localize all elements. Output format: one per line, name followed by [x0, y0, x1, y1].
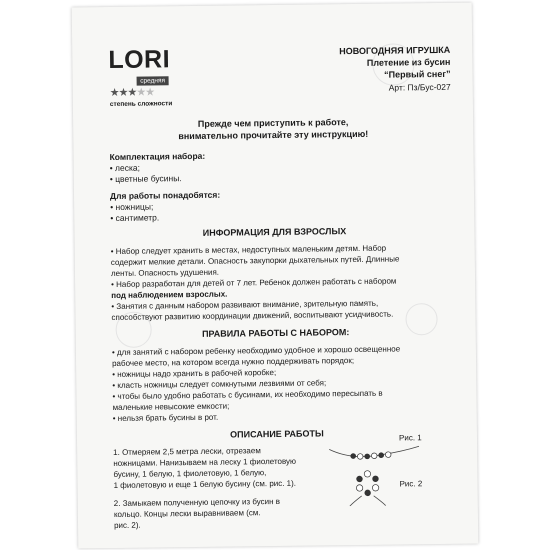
step1-line: бусину, 1 белую, 1 фиолетовую, 1 белую,: [113, 468, 267, 479]
kit-item: • цветные бусины.: [110, 173, 182, 184]
difficulty-stars-icon: ★★★★★: [109, 86, 155, 100]
adults-line: • Занятия с данным набором развивают внимание, зрительную память,: [111, 299, 378, 311]
rules-line: рабочее место, на котором всегда нужно поддерживать порядок;: [112, 356, 355, 368]
brand-logo: LORI: [108, 45, 171, 75]
figure-1-label: Рис. 1: [398, 433, 422, 443]
rules-line: • чтобы было удобно работать с бусинами, их необходимо пересыпать в: [112, 389, 382, 401]
instruction-sheet: [72, 3, 479, 549]
adults-line: под наблюдением взрослых.: [111, 289, 228, 301]
figure-2-bead-ring: [347, 466, 387, 506]
adults-line: • Набор разработан для детей от 7 лет. Ребенок должен работать с набором: [111, 277, 396, 289]
step2-line: рис. 2).: [113, 520, 141, 530]
kit-item: • леска;: [110, 163, 140, 173]
work-heading: ОПИСАНИЕ РАБОТЫ: [230, 428, 324, 440]
figure-1-bead-chain: [329, 442, 419, 463]
adults-heading: ИНФОРМАЦИЯ ДЛЯ ВЗРОСЛЫХ: [202, 226, 347, 238]
rules-line: маленькие невысокие емкости;: [112, 401, 230, 412]
rules-line: • для занятий с набором ребенку необходимо удобное и хорошо освещенное: [112, 344, 400, 357]
adults-line: ленты. Опасность удушения.: [110, 267, 220, 279]
step2-line: кольцо. Концы лески выравниваем (см.: [113, 508, 261, 519]
product-article: Арт: Пз/Бус-027: [388, 81, 451, 93]
tools-item: • ножницы;: [110, 201, 153, 212]
tools-heading: Для работы понадобятся:: [109, 189, 221, 202]
intro-line: внимательно прочитайте эту инструкцию!: [178, 128, 369, 142]
difficulty-indicator: [110, 76, 173, 107]
rules-line: • класть ножницы следует сомкнутыми лезвиями от себя;: [112, 378, 326, 390]
product-subtitle: Плетение из бусин: [366, 56, 451, 68]
step1-line: 1. Отмеряем 2,5 метра лески, отрезаем: [113, 446, 261, 457]
adults-line: способствуют развитию координации движений, воспитывают усидчивость.: [111, 309, 394, 323]
step2-line: 2. Замыкаем полученную цепочку из бусин в: [113, 496, 281, 508]
rules-line: • ножницы надо хранить в рабочей коробке;: [112, 368, 276, 379]
adults-line: • Набор следует хранить в местах, недоступных маленьким детям. Набор: [111, 244, 387, 256]
difficulty-caption: степень сложности: [109, 100, 173, 109]
tools-item: • сантиметр.: [110, 212, 159, 223]
intro-line: Прежде чем приступить к работе,: [197, 117, 349, 129]
kit-heading: Комплектация набора:: [109, 150, 206, 163]
product-name: “Первый снег”: [384, 68, 451, 80]
rules-line: • нельзя брать бусины в рот.: [113, 413, 219, 423]
product-title: НОВОГОДНЯЯ ИГРУШКА: [339, 44, 451, 57]
step1-line: ножницами. Нанизываем на леску 1 фиолетовую: [113, 456, 297, 468]
rules-heading: ПРАВИЛА РАБОТЫ С НАБОРОМ:: [201, 327, 350, 339]
difficulty-level-label: средняя: [137, 76, 169, 85]
step1-line: 1 фиолетовую и еще 1 белую бусину (см. рис. 1).: [113, 478, 297, 490]
adults-line: содержит мелкие детали. Опасность закупорки дыхательных путей. Длинные: [110, 254, 400, 268]
figure-2-label: Рис. 2: [399, 479, 423, 489]
